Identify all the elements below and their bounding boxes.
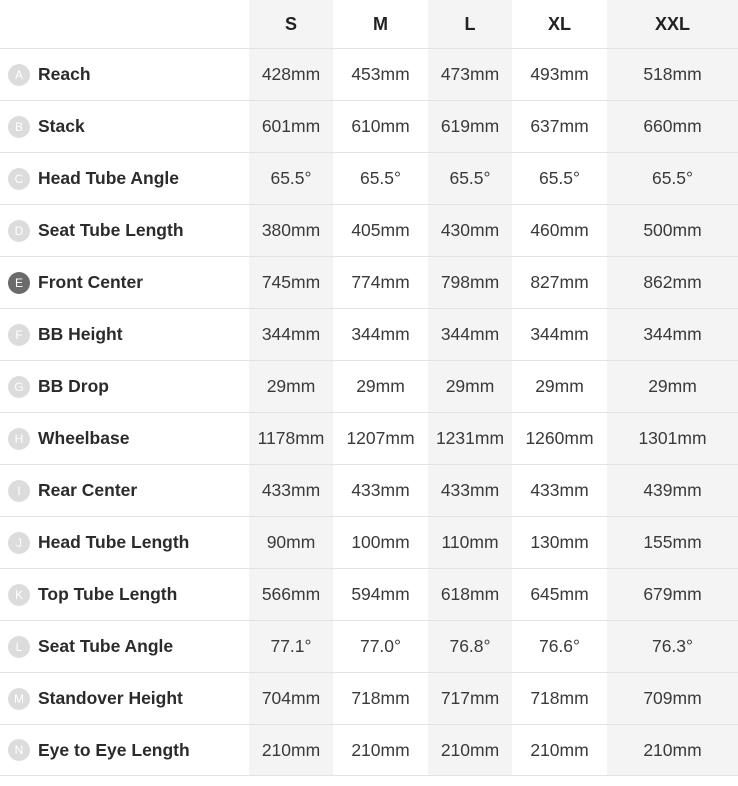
table-row[interactable] [0, 308, 738, 360]
value-cell: 210mm [512, 725, 607, 775]
value-cell: 100mm [333, 517, 428, 568]
value-cell: 29mm [428, 361, 512, 412]
value-cell: 130mm [512, 517, 607, 568]
row-label-cell [0, 361, 249, 412]
letter-badge-icon: J [8, 532, 30, 554]
value-cell: 76.8° [428, 621, 512, 672]
value-cell: 473mm [428, 49, 512, 100]
value-cell: 618mm [428, 569, 512, 620]
letter-badge-icon: K [8, 584, 30, 606]
value-cell: 77.0° [333, 621, 428, 672]
value-cell: 460mm [512, 205, 607, 256]
metric-label: Standover Height [38, 688, 183, 708]
row-label-cell [0, 153, 249, 204]
value-cell: 718mm [512, 673, 607, 724]
value-cell: 76.6° [512, 621, 607, 672]
value-cell: 210mm [333, 725, 428, 775]
letter-badge-icon: F [8, 324, 30, 346]
row-label-cell [0, 309, 249, 360]
value-cell: 65.5° [333, 153, 428, 204]
letter-badge-icon: E [8, 272, 30, 294]
row-label-cell [0, 49, 249, 100]
value-cell: 155mm [607, 517, 738, 568]
letter-badge-icon: A [8, 64, 30, 86]
letter-badge-icon: I [8, 480, 30, 502]
table-row[interactable] [0, 568, 738, 620]
value-cell: 601mm [249, 101, 333, 152]
metric-label: Front Center [38, 272, 143, 292]
value-cell: 619mm [428, 101, 512, 152]
metric-label: Wheelbase [38, 428, 130, 448]
metric-label: BB Drop [38, 376, 109, 396]
row-label-cell [0, 101, 249, 152]
value-cell: 1231mm [428, 413, 512, 464]
value-cell: 29mm [607, 361, 738, 412]
value-cell: 433mm [428, 465, 512, 516]
value-cell: 493mm [512, 49, 607, 100]
size-header-xxl: XXL [607, 0, 738, 48]
value-cell: 29mm [333, 361, 428, 412]
row-label-cell [0, 621, 249, 672]
value-cell: 77.1° [249, 621, 333, 672]
value-cell: 798mm [428, 257, 512, 308]
value-cell: 433mm [512, 465, 607, 516]
metric-label: Top Tube Length [38, 584, 178, 604]
value-cell: 76.3° [607, 621, 738, 672]
value-cell: 29mm [249, 361, 333, 412]
row-label-cell [0, 413, 249, 464]
value-cell: 433mm [249, 465, 333, 516]
value-cell: 433mm [333, 465, 428, 516]
table-row[interactable] [0, 204, 738, 256]
metric-label: Reach [38, 64, 91, 84]
value-cell: 1260mm [512, 413, 607, 464]
value-cell: 344mm [249, 309, 333, 360]
letter-badge-icon: G [8, 376, 30, 398]
row-label-cell [0, 569, 249, 620]
value-cell: 704mm [249, 673, 333, 724]
value-cell: 380mm [249, 205, 333, 256]
value-cell: 717mm [428, 673, 512, 724]
value-cell: 645mm [512, 569, 607, 620]
table-row[interactable] [0, 256, 738, 308]
table-row[interactable] [0, 672, 738, 724]
size-header-l: L [428, 0, 512, 48]
value-cell: 439mm [607, 465, 738, 516]
letter-badge-icon: B [8, 116, 30, 138]
value-cell: 344mm [512, 309, 607, 360]
metric-label: Rear Center [38, 480, 138, 500]
value-cell: 774mm [333, 257, 428, 308]
geometry-rows [0, 48, 738, 776]
value-cell: 862mm [607, 257, 738, 308]
value-cell: 718mm [333, 673, 428, 724]
value-cell: 1301mm [607, 413, 738, 464]
value-cell: 405mm [333, 205, 428, 256]
metric-label: Eye to Eye Length [38, 739, 190, 760]
metric-label: BB Height [38, 324, 123, 344]
value-cell: 428mm [249, 49, 333, 100]
value-cell: 500mm [607, 205, 738, 256]
value-cell: 1178mm [249, 413, 333, 464]
letter-badge-icon: D [8, 220, 30, 242]
value-cell: 637mm [512, 101, 607, 152]
table-row[interactable] [0, 152, 738, 204]
value-cell: 210mm [428, 725, 512, 775]
value-cell: 344mm [607, 309, 738, 360]
row-label-cell [0, 517, 249, 568]
value-cell: 344mm [333, 309, 428, 360]
table-row[interactable] [0, 464, 738, 516]
size-header-xl: XL [512, 0, 607, 48]
table-row[interactable] [0, 516, 738, 568]
letter-badge-icon: L [8, 636, 30, 658]
size-header-m: M [333, 0, 428, 48]
value-cell: 1207mm [333, 413, 428, 464]
value-cell: 65.5° [428, 153, 512, 204]
value-cell: 453mm [333, 49, 428, 100]
row-label-cell [0, 465, 249, 516]
value-cell: 827mm [512, 257, 607, 308]
value-cell: 518mm [607, 49, 738, 100]
metric-label: Head Tube Angle [38, 168, 179, 188]
metric-label: Seat Tube Angle [38, 636, 174, 656]
table-row[interactable] [0, 412, 738, 464]
value-cell: 679mm [607, 569, 738, 620]
metric-label: Head Tube Length [38, 532, 190, 552]
value-cell: 210mm [249, 725, 333, 775]
value-cell: 660mm [607, 101, 738, 152]
value-cell: 594mm [333, 569, 428, 620]
value-cell: 344mm [428, 309, 512, 360]
letter-badge-icon: H [8, 428, 30, 450]
value-cell: 610mm [333, 101, 428, 152]
table-row[interactable] [0, 724, 738, 776]
value-cell: 65.5° [607, 153, 738, 204]
size-header-s: S [249, 0, 333, 48]
value-cell: 430mm [428, 205, 512, 256]
header-blank-cell [0, 0, 249, 48]
table-row[interactable] [0, 360, 738, 412]
row-label-cell [0, 725, 249, 775]
value-cell: 745mm [249, 257, 333, 308]
value-cell: 709mm [607, 673, 738, 724]
table-row[interactable] [0, 48, 738, 100]
table-row[interactable] [0, 100, 738, 152]
value-cell: 29mm [512, 361, 607, 412]
value-cell: 65.5° [512, 153, 607, 204]
value-cell: 90mm [249, 517, 333, 568]
letter-badge-icon: N [8, 739, 30, 761]
row-label-cell [0, 257, 249, 308]
metric-label: Seat Tube Length [38, 220, 184, 240]
value-cell: 65.5° [249, 153, 333, 204]
metric-label: Stack [38, 116, 85, 136]
value-cell: 566mm [249, 569, 333, 620]
value-cell: 110mm [428, 517, 512, 568]
value-cell: 210mm [607, 725, 738, 775]
letter-badge-icon: C [8, 168, 30, 190]
table-row[interactable] [0, 620, 738, 672]
letter-badge-icon: M [8, 688, 30, 710]
row-label-cell [0, 673, 249, 724]
row-label-cell [0, 205, 249, 256]
size-header-row [0, 0, 738, 48]
